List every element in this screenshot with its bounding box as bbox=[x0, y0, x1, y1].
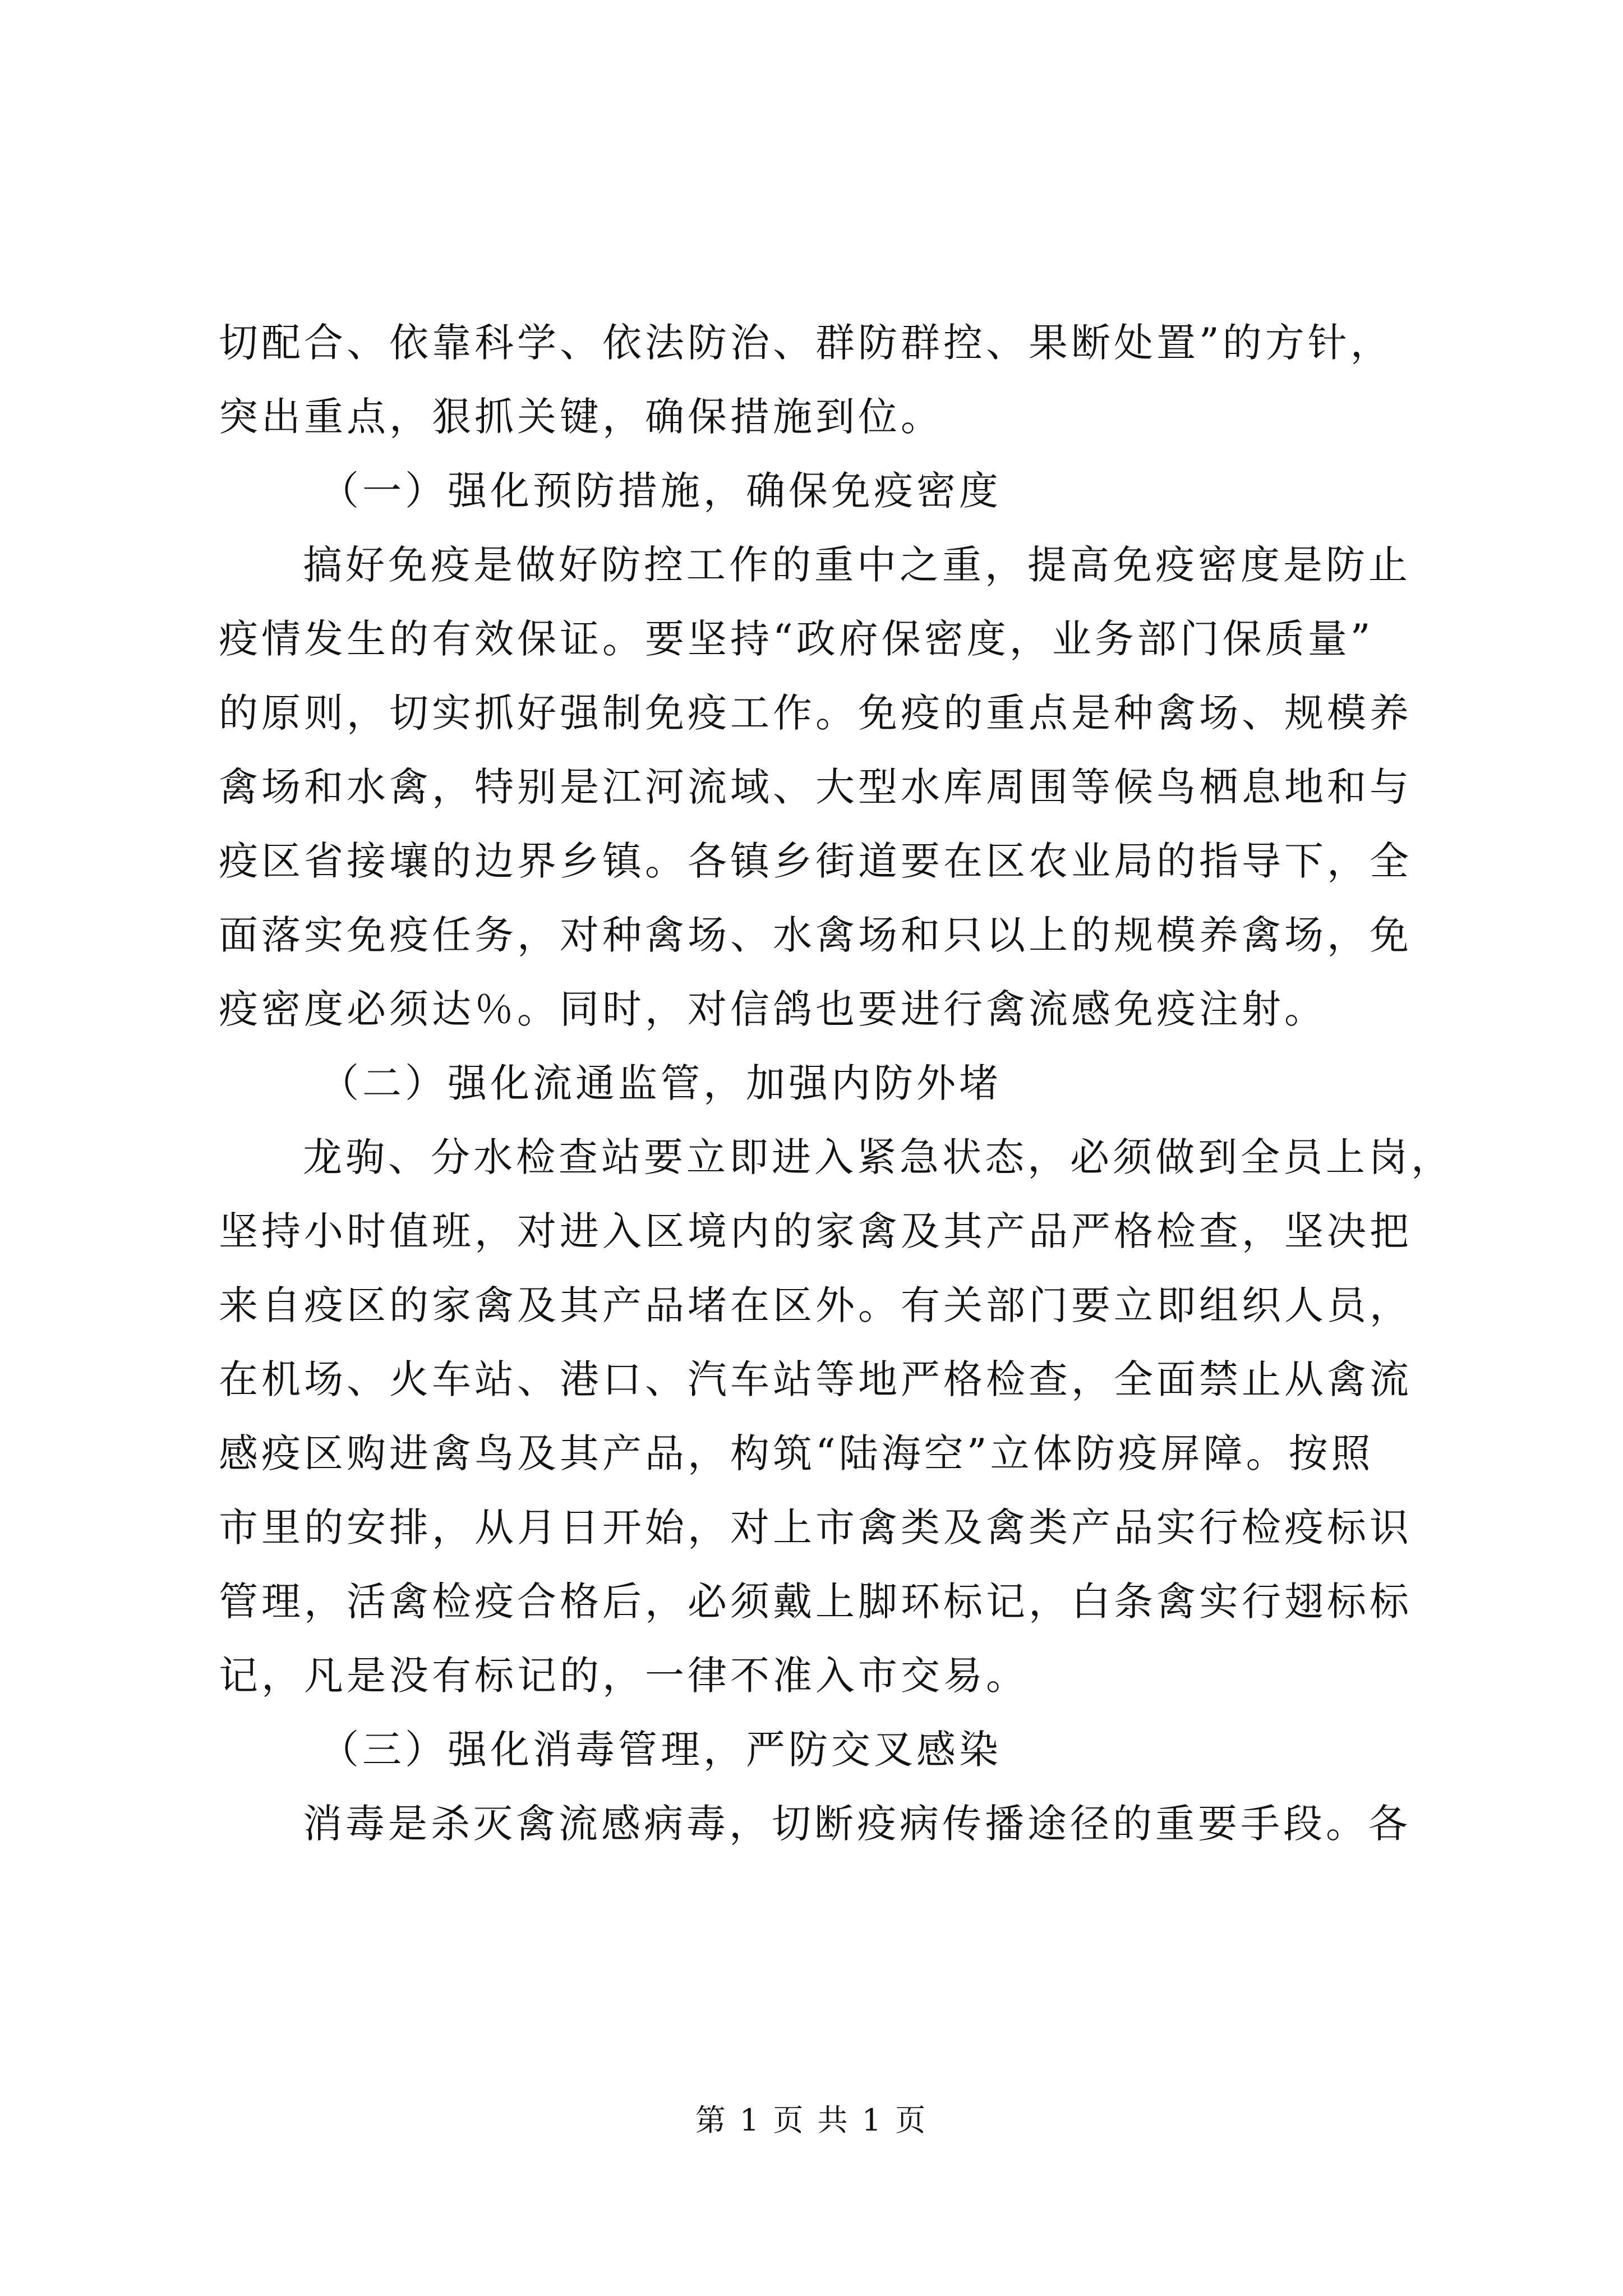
paragraph-line: 突出重点，狠抓关键，确保措施到位。 bbox=[219, 394, 943, 440]
paragraph-line: 来自疫区的家禽及其产品堵在区外。有关部门要立即组织人员， bbox=[219, 1282, 1412, 1328]
paragraph-line: 市里的安排，从月日开始，对上市禽类及禽类产品实行检疫标识 bbox=[219, 1504, 1412, 1550]
section-heading-2: （二）强化流通监管，加强内防外堵 bbox=[320, 1060, 1002, 1106]
section-heading-1: （一）强化预防措施，确保免疫密度 bbox=[320, 468, 1002, 514]
paragraph-line: 搞好免疫是做好防控工作的重中之重，提高免疫密度是防止 bbox=[303, 542, 1411, 588]
paragraph-line: 疫区省接壤的边界乡镇。各镇乡街道要在区农业局的指导下，全 bbox=[219, 838, 1412, 884]
paragraph-line: 面落实免疫任务，对种禽场、水禽场和只以上的规模养禽场，免 bbox=[219, 912, 1412, 958]
paragraph-line: 切配合、依靠科学、依法防治、群防群控、果断处置”的方针， bbox=[219, 320, 1393, 366]
paragraph-line: 龙驹、分水检查站要立即进入紧急状态，必须做到全员上岗， bbox=[303, 1134, 1454, 1180]
paragraph-line: 疫密度必须达％。同时，对信鸽也要进行禽流感免疫注射。 bbox=[219, 986, 1327, 1032]
paragraph-line: 的原则，切实抓好强制免疫工作。免疫的重点是种禽场、规模养 bbox=[219, 690, 1412, 736]
paragraph-line: 消毒是杀灭禽流感病毒，切断疫病传播途径的重要手段。各 bbox=[303, 1801, 1411, 1847]
page-footer: 第 1 页 共 1 页 bbox=[695, 2102, 928, 2138]
paragraph-line: 管理，活禽检疫合格后，必须戴上脚环标记，白条禽实行翅标标 bbox=[219, 1579, 1412, 1625]
paragraph-line: 感疫区购进禽鸟及其产品，构筑“陆海空”立体防疫屏障。按照 bbox=[219, 1430, 1374, 1476]
paragraph-line: 疫情发生的有效保证。要坚持“政府保密度，业务部门保质量” bbox=[219, 616, 1374, 662]
paragraph-line: 禽场和水禽，特别是江河流域、大型水库周围等候鸟栖息地和与 bbox=[219, 764, 1412, 810]
section-heading-3: （三）强化消毒管理，严防交叉感染 bbox=[320, 1727, 1002, 1773]
paragraph-line: 坚持小时值班，对进入区境内的家禽及其产品严格检查，坚决把 bbox=[219, 1208, 1412, 1254]
document-body bbox=[219, 306, 1454, 1861]
paragraph-line: 记，凡是没有标记的，一律不准入市交易。 bbox=[219, 1653, 1029, 1699]
paragraph-line: 在机场、火车站、港口、汽车站等地严格检查，全面禁止从禽流 bbox=[219, 1356, 1412, 1402]
